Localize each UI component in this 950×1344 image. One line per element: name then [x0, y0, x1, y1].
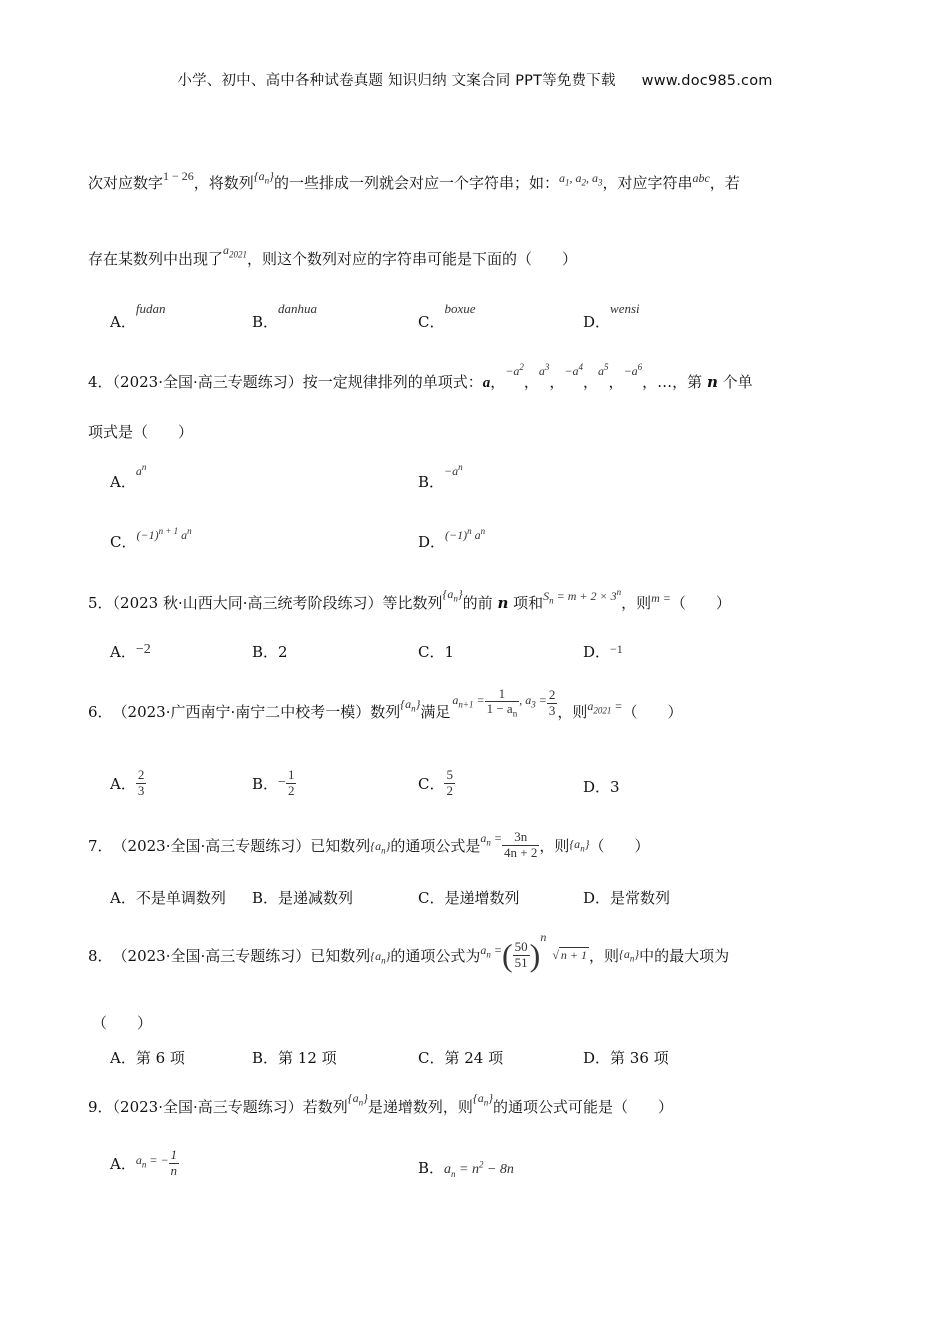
q5-line1: 5．（2023 秋·山西大同·高三统考阶段练习）等比数列$^{\{a_n\}}$的前 n 项和$^{S_n = m + 2 \times 3^n}$，则$^{m =}$（ ） — [88, 587, 731, 612]
q8-option-c[interactable]: C．第 24 项 — [418, 1049, 504, 1067]
q5-option-a[interactable]: A．−2 — [110, 642, 151, 661]
q9-line1: 9．（2023·全国·高三专题练习）若数列$^{\{a_n\}}$是递增数列，则$^{\{a_n\}}$的通项公式可能是（ ） — [88, 1091, 674, 1116]
q6-option-b[interactable]: B． − $\frac{1}{2}$ — [252, 767, 295, 798]
general-term-fraction: $\frac{3n}{4n + 2}$ — [504, 829, 538, 860]
sqrt-expression: √ n + 1 — [552, 947, 588, 962]
q8-option-b[interactable]: B．第 12 项 — [252, 1049, 337, 1067]
q8-line2: （ ） — [92, 1014, 153, 1032]
q8-option-d[interactable]: D．第 36 项 — [583, 1049, 669, 1067]
q9-option-a[interactable]: A． $a_n$ = − $\frac{1}{n}$ — [110, 1147, 178, 1178]
q6-option-a[interactable]: A． $\frac{2}{3}$ — [110, 767, 145, 798]
question-number: 4． — [88, 373, 113, 391]
question-number: 8． — [88, 946, 113, 965]
q7-option-b[interactable]: B．是递减数列 — [252, 889, 354, 907]
q3-line2: 存在某数列中出现了$^{a_{2021}}$，则这个数列对应的字符串可能是下面的（ ） — [88, 243, 578, 268]
q5-option-d[interactable]: D．$^{-1}$ — [583, 642, 623, 661]
q6-line1: 6． （2023·广西南宁·南宁二中校考一模）数列 $\{a_n\}$ 满足 $a_{n+1}$ = $\frac{1}{1 - a_n}$ , $a_3$ = $\frac{2}{3}$ ，则 $a_{2021}$ = （ ） — [88, 685, 683, 721]
q4-line1: 4．（2023·全国·高三专题练习）按一定规律排列的单项式：a，$^{-a^2}$，$^{a^3}$，$^{-a^4}$，$^{a^5}$，$^{-a^6}$，…，第 n 个单 — [88, 362, 753, 391]
q8-line1: 8． （2023·全国·高三专题练习）已知数列 $\{a_n\}$ 的通项公式为 $a_n$ = ( $\frac{50}{51}$ ) n √ n + 1 ，则 $\{a_n\}$ 中的最大项为 — [88, 929, 730, 973]
q3-option-b[interactable]: B．danhua — [252, 301, 318, 331]
q6-option-d[interactable]: D．3 — [583, 778, 620, 796]
page-header — [0, 69, 950, 90]
q4-option-c[interactable]: C．$^{(-1)^{n + 1} a^n}$ — [110, 526, 192, 551]
q3-line1: 次对应数字$^{1 - 26}$，将数列$^{\{a_n\}}$的一些排成一列就会对应一个字符串；如：$^{a_1, a_2, a_3}$，对应字符串$^{abc}$，若 — [88, 169, 740, 192]
q9-option-b[interactable]: B．$a_n = n^2 - 8n$ — [418, 1159, 514, 1179]
q3-option-d[interactable]: D．wensi — [583, 301, 640, 331]
q6-option-c[interactable]: C． $\frac{5}{2}$ — [418, 767, 453, 798]
base-fraction: $\frac{50}{51}$ — [514, 939, 528, 970]
q8-option-a[interactable]: A．第 6 项 — [110, 1049, 185, 1067]
question-number: 7． — [88, 836, 113, 855]
q7-option-a[interactable]: A．不是单调数列 — [110, 889, 226, 907]
question-number: 5． — [88, 594, 113, 612]
example-terms: a1, a2, a3 — [558, 171, 603, 188]
q3-option-a[interactable]: A．fudan — [110, 301, 166, 331]
q4-option-d[interactable]: D．$^{(-1)^n a^n}$ — [418, 526, 486, 551]
q3-option-c[interactable]: C．boxue — [418, 301, 476, 331]
question-number: 6． — [88, 702, 113, 721]
sequence-an: {an} — [253, 169, 274, 186]
q4-option-b[interactable]: B．$^{-a^n}$ — [418, 462, 463, 491]
question-number: 9． — [88, 1098, 113, 1116]
header-url: www.doc985.com — [641, 73, 773, 89]
q7-option-c[interactable]: C．是递增数列 — [418, 889, 520, 907]
q7-option-d[interactable]: D．是常数列 — [583, 889, 671, 907]
q7-line1: 7． （2023·全国·高三专题练习）已知数列 $\{a_n\}$ 的通项公式是 $a_n$ = $\frac{3n}{4n + 2}$ ，则 $\{a_n\}$ （ ） — [88, 829, 650, 860]
recurrence-fraction: $\frac{1}{1 - a_n}$ — [486, 685, 518, 719]
q4-option-a[interactable]: A．$^{a^n}$ — [110, 462, 147, 491]
q5-option-b[interactable]: B．2 — [252, 643, 288, 661]
header-text: 小学、初中、高中各种试卷真题 知识归纳 文案合同 PPT等免费下载 — [177, 73, 616, 89]
q4-line2: 项式是（ ） — [88, 423, 194, 441]
q5-option-c[interactable]: C．1 — [418, 643, 455, 661]
a3-fraction: $\frac{2}{3}$ — [548, 687, 556, 718]
a2021: a2021 — [223, 243, 248, 260]
